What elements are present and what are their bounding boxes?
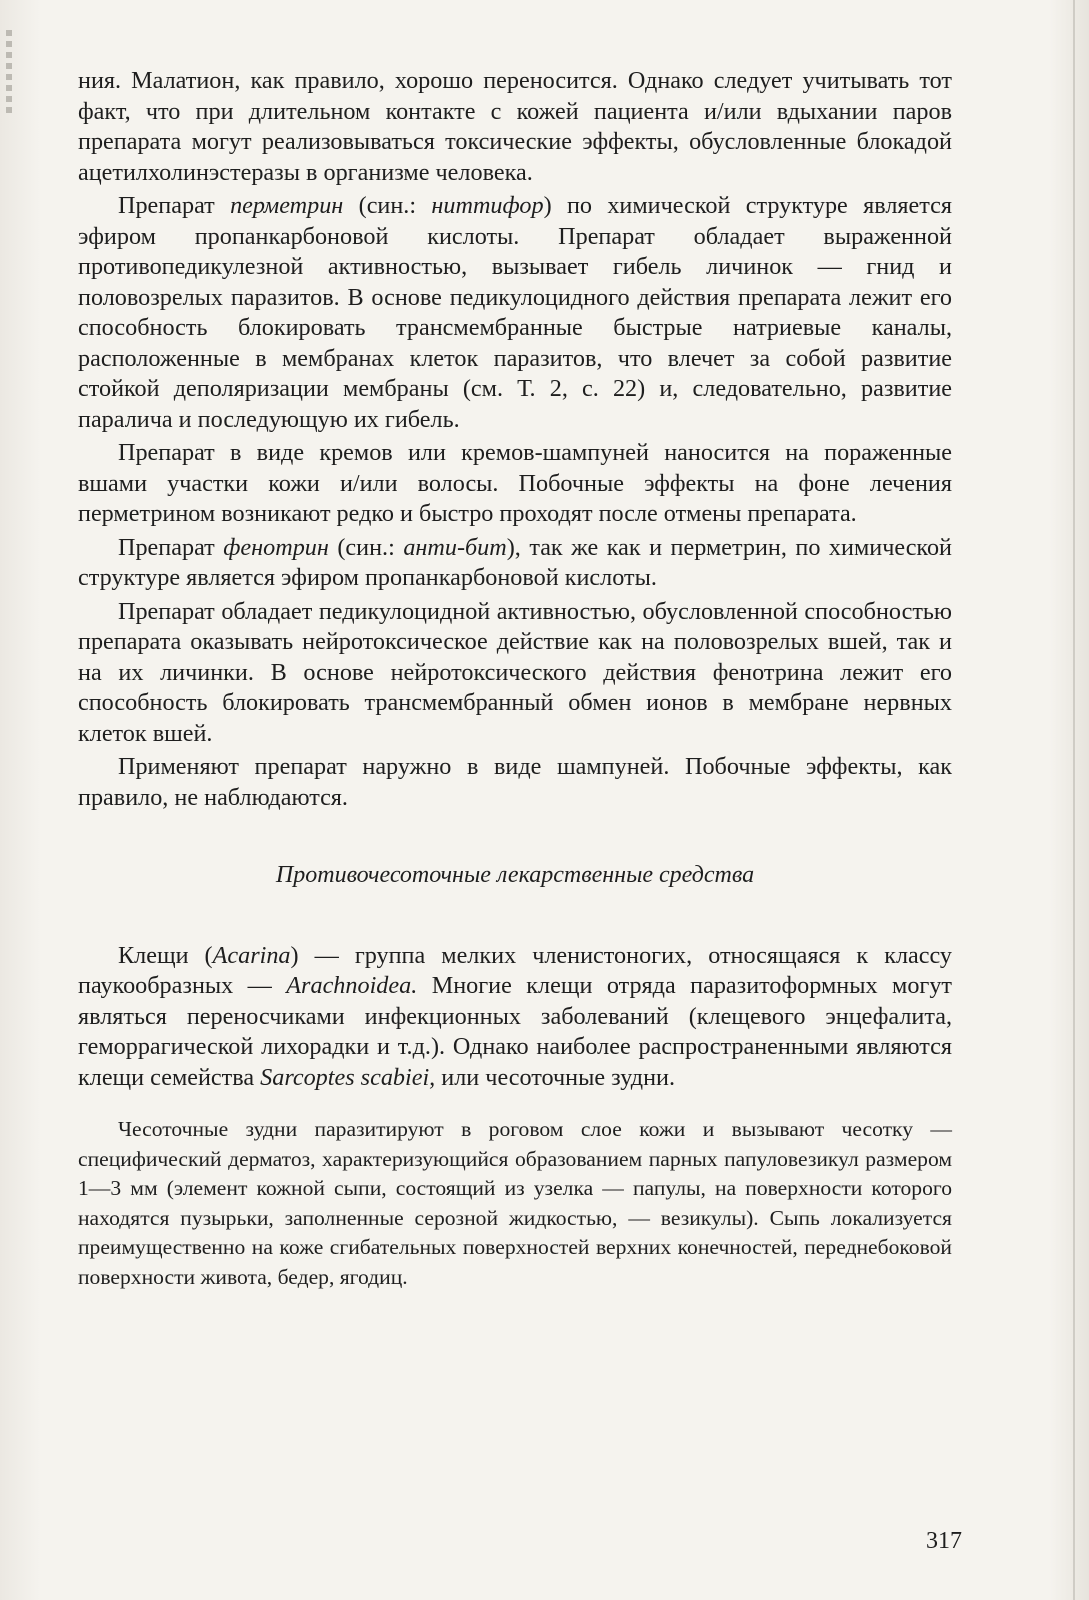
- drug-synonym-nittifor: ниттифор: [431, 192, 544, 219]
- latin-term-arachnoidea: Arachnoidea.: [286, 972, 418, 999]
- paragraph-permethrin: Препарат перметрин (син.: ниттифор) по химической структуре является эфиром пропанкарбоновой кислоты. Препарат обладает выраженной противопедикулезной активностью, вызывает гибель личинок — гнид и половозрелых паразитов. В основе педикулоцидного действия препарата лежит его способность блокировать трансмембранные быстрые натриевые каналы, расположенные в мембранах клеток паразитов, что влечет за собой развитие стойкой деполяризации мембраны (см. Т. 2, с. 22) и, следовательно, развитие паралича и последующую их гибель.: [78, 192, 953, 433]
- paragraph-scabies: Чесоточные зудни паразитируют в роговом слое кожи и вызывают чесотку — специфический дерматоз, характеризующийся образованием парных папуловезикул размером 1—3 мм (элемент кожной сыпи, состоящий из узелка — папулы, на поверхности которого находятся пузырьки, заполненные серозной жидкостью, — везикулы). Сыпь локализуется преимущественно на коже сгибательных поверхностей верхних конечностей, переднебоковой поверхности живота, бедер, ягодиц.: [78, 1117, 952, 1289]
- drug-synonym-anti-bit: анти-бит: [403, 533, 507, 561]
- paragraph-phenothrin: Препарат фенотрин (син.: анти-бит), так же как и перметрин, по химической структуре является эфиром пропанкарбоновой кислоты.: [78, 533, 952, 591]
- page-number: 317: [926, 1528, 962, 1554]
- paragraph-malathion: ния. Малатион, как правило, хорошо переносится. Однако следует учитывать тот факт, что при длительном контакте с кожей пациента и/или вдыхании паров препарата могут реализовываться токсические эффекты, обусловленные блокадой ацетилхолинэстеразы в организме человека.: [78, 67, 952, 186]
- paragraph-phenothrin-usage: Применяют препарат наружно в виде шампуней. Побочные эффекты, как правило, не наблюдаются.: [78, 753, 952, 811]
- latin-term-sarcoptes: Sarcoptes scabiei,: [260, 1063, 436, 1091]
- paragraph-mites: Клещи (Acarina) — группа мелких членистоногих, относящаяся к классу паукообразных — Arachnoidea. Многие клещи отряда паразитоформных могут являться переносчиками инфекционных заболеваний (клещевого энцефалита, геморрагической лихорадки и т.д.). Однако наиболее распространенными являются клещи семейства Sarcoptes scabiei, или чесоточные зудни.: [78, 941, 952, 1091]
- paragraph-permethrin-usage: Препарат в виде кремов или кремов-шампуней наносится на пораженные вшами участки кожи и/или волосы. Побочные эффекты на фоне лечения перметрином возникают редко и быстро проходят после отмены препарата.: [78, 439, 952, 527]
- paragraph-phenothrin-action: Препарат обладает педикулоцидной активностью, обусловленной способностью препарата оказывать нейротоксическое действие как на половозрелых вшей, так и на их личинки. В основе нейротоксического действия фенотрина лежит его способность блокировать трансмембранный обмен ионов в мембране нервных клеток вшей.: [78, 597, 952, 747]
- latin-term-acarina: Acarina: [212, 941, 291, 969]
- page-edge: [1073, 0, 1075, 1600]
- drug-name-phenothrin: фенотрин: [223, 533, 329, 561]
- drug-name-permethrin: перметрин: [230, 192, 344, 219]
- binding-marks: [6, 30, 14, 118]
- section-title: Противочесоточные лекарственные средства: [275, 862, 755, 888]
- page-body: [78, 66, 952, 1293]
